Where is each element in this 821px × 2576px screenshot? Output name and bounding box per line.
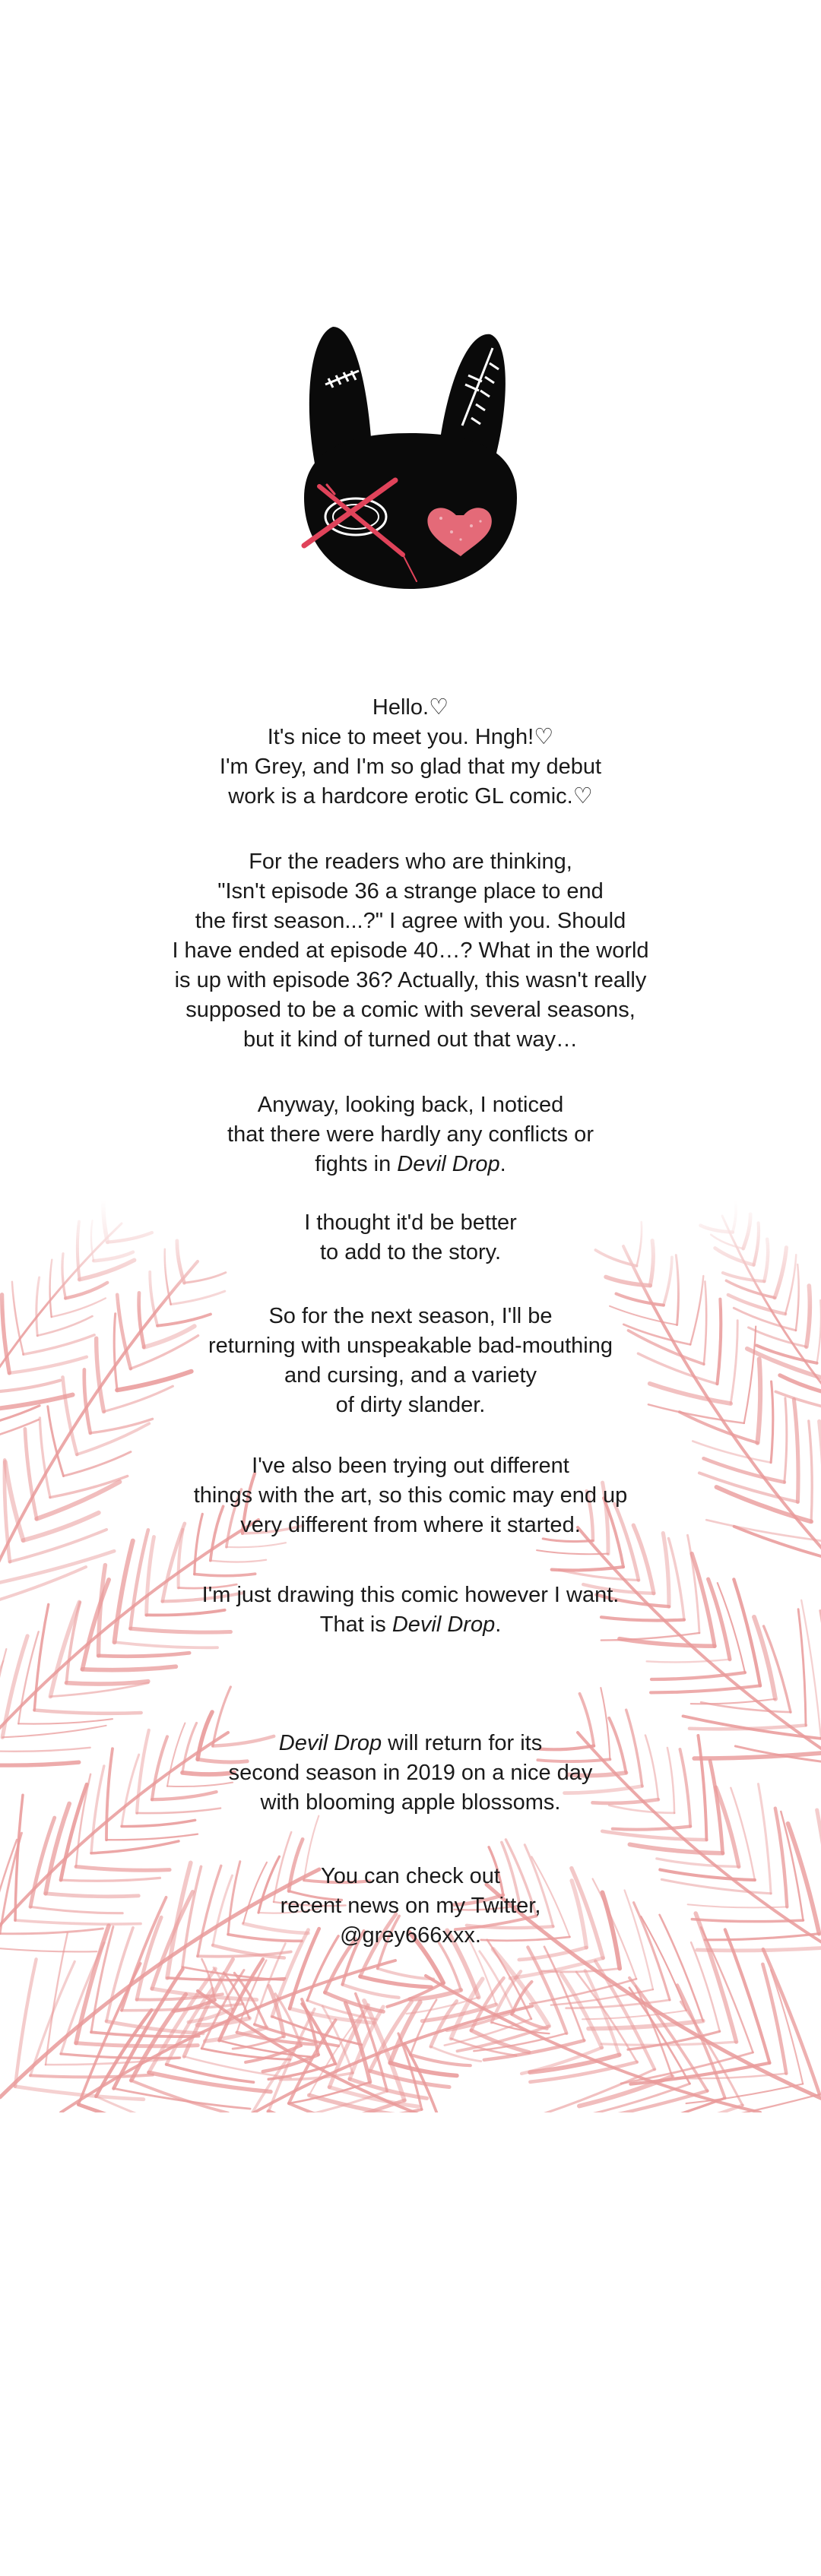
text-line: is up with episode 36? Actually, this wasn't really — [174, 968, 647, 992]
next-season-paragraph — [144, 1302, 677, 1420]
greeting-paragraph — [144, 693, 677, 812]
text-line: that there were hardly any conflicts or — [227, 1122, 594, 1147]
text-line — [144, 1729, 677, 1758]
text-line: It's nice to meet you. Hngh!♡ — [267, 725, 554, 749]
text-line — [144, 1610, 677, 1640]
text-line — [144, 1150, 677, 1179]
text-line: and cursing, and a variety — [284, 1363, 537, 1388]
text-line: So for the next season, I'll be — [268, 1304, 553, 1328]
text-line: but it kind of turned out that way… — [242, 1027, 579, 1052]
text-line: supposed to be a comic with several seasons, — [185, 998, 636, 1022]
text-line: returning with unspeakable bad-mouthing — [208, 1334, 613, 1358]
story-paragraph — [144, 1208, 677, 1267]
text-fragment: . — [495, 1612, 502, 1637]
text-line: of dirty slander. — [335, 1393, 486, 1417]
drawing-paragraph — [144, 1581, 677, 1640]
twitter-handle: @grey666xxx. — [340, 1923, 481, 1948]
comic-title: Devil Drop — [278, 1731, 382, 1755]
bunny-logo-icon — [289, 312, 532, 616]
text-line: with blooming apple blossoms. — [260, 1790, 561, 1815]
season-end-paragraph — [144, 847, 677, 1055]
text-fragment: That is — [319, 1612, 392, 1637]
text-line: the first season...?" I agree with you. Should — [195, 909, 626, 933]
art-paragraph — [144, 1451, 677, 1540]
text-line: I've also been trying out different — [252, 1454, 569, 1478]
text-line: I have ended at episode 40…? What in the world — [172, 938, 649, 963]
text-line: I thought it'd be better — [304, 1210, 517, 1235]
text-line: "Isn't episode 36 a strange place to end — [217, 879, 604, 903]
text-line: to add to the story. — [319, 1240, 502, 1264]
text-line: things with the art, so this comic may end up — [193, 1483, 628, 1508]
text-line: work is a hardcore erotic GL comic.♡ — [228, 784, 593, 809]
text-fragment: will return for its — [382, 1731, 543, 1755]
comic-title: Devil Drop — [397, 1152, 500, 1176]
text-fragment: fights in — [315, 1152, 398, 1176]
text-line: second season in 2019 on a nice day — [228, 1761, 593, 1785]
comic-title: Devil Drop — [391, 1612, 496, 1637]
twitter-paragraph — [144, 1862, 677, 1951]
conflicts-paragraph — [144, 1090, 677, 1179]
text-line: recent news on my Twitter, — [280, 1894, 541, 1918]
text-line: You can check out — [321, 1864, 500, 1888]
text-line: very different from where it started. — [240, 1513, 581, 1537]
text-line: I'm just drawing this comic however I want. — [201, 1583, 620, 1607]
return-paragraph — [144, 1729, 677, 1818]
text-line: For the readers who are thinking, — [249, 850, 572, 874]
text-fragment: . — [499, 1152, 506, 1176]
text-line: I'm Grey, and I'm so glad that my debut — [219, 755, 602, 779]
text-line: Anyway, looking back, I noticed — [257, 1093, 564, 1117]
text-line: Hello.♡ — [372, 695, 449, 720]
